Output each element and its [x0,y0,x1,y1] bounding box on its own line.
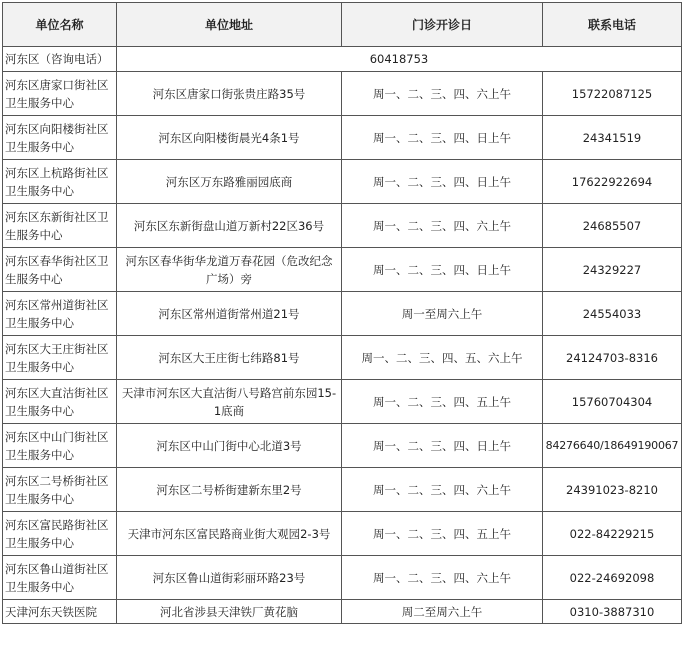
cell-name: 河东区中山门街社区卫生服务中心 [3,424,117,468]
cell-address: 河东区鲁山道街彩丽环路23号 [117,556,342,600]
table-header-row [3,3,682,47]
table-row [3,72,682,116]
cell-name: 河东区二号桥街社区卫生服务中心 [3,468,117,512]
table-row [3,204,682,248]
cell-address: 河东区常州道街常州道21号 [117,292,342,336]
cell-address: 河东区二号桥街建新东里2号 [117,468,342,512]
cell-phone: 24329227 [543,248,682,292]
cell-days: 周一、二、三、四、六上午 [342,468,543,512]
table-row [3,468,682,512]
table-row [3,380,682,424]
cell-phone: 15722087125 [543,72,682,116]
cell-days: 周一、二、三、四、六上午 [342,72,543,116]
cell-days: 周二至周六上午 [342,600,543,624]
header-address: 单位地址 [117,3,342,47]
cell-address: 河东区万东路雅丽园底商 [117,160,342,204]
table-row [3,556,682,600]
table-row [3,248,682,292]
cell-address: 河东区东新街盘山道万新村22区36号 [117,204,342,248]
table-row [3,336,682,380]
header-phone: 联系电话 [543,3,682,47]
cell-name: 河东区鲁山道街社区卫生服务中心 [3,556,117,600]
cell-days: 周一、二、三、四、日上午 [342,424,543,468]
cell-name: 河东区春华街社区卫生服务中心 [3,248,117,292]
cell-name: 天津河东天铁医院 [3,600,117,624]
cell-name: 河东区大直沽街社区卫生服务中心 [3,380,117,424]
cell-phone: 0310-3887310 [543,600,682,624]
cell-phone: 022-24692098 [543,556,682,600]
table-row [3,116,682,160]
cell-name: 河东区东新街社区卫生服务中心 [3,204,117,248]
cell-phone: 24554033 [543,292,682,336]
cell-address: 天津市河东区富民路商业街大观园2-3号 [117,512,342,556]
cell-days: 周一、二、三、四、日上午 [342,116,543,160]
cell-name: 河东区常州道街社区卫生服务中心 [3,292,117,336]
cell-name: 河东区大王庄街社区卫生服务中心 [3,336,117,380]
cell-address: 河东区大王庄街七纬路81号 [117,336,342,380]
table-row [3,292,682,336]
cell-phone: 022-84229215 [543,512,682,556]
table-row [3,512,682,556]
cell-phone: 84276640/18649190067 [543,424,682,468]
cell-days: 周一、二、三、四、六上午 [342,556,543,600]
cell-days: 周一、二、三、四、五上午 [342,512,543,556]
cell-phone: 17622922694 [543,160,682,204]
hotline-label: 河东区（咨询电话） [3,47,117,72]
cell-name: 河东区富民路街社区卫生服务中心 [3,512,117,556]
cell-days: 周一、二、三、四、日上午 [342,248,543,292]
cell-address: 河东区向阳楼街晨光4条1号 [117,116,342,160]
cell-address: 河东区春华街华龙道万春花园（危改纪念广场）旁 [117,248,342,292]
cell-phone: 24685507 [543,204,682,248]
hotline-phone: 60418753 [117,47,682,72]
cell-name: 河东区向阳楼街社区卫生服务中心 [3,116,117,160]
cell-days: 周一至周六上午 [342,292,543,336]
cell-days: 周一、二、三、四、五、六上午 [342,336,543,380]
cell-name: 河东区上杭路街社区卫生服务中心 [3,160,117,204]
cell-address: 天津市河东区大直沽街八号路宫前东园15-1底商 [117,380,342,424]
cell-name: 河东区唐家口街社区卫生服务中心 [3,72,117,116]
cell-days: 周一、二、三、四、日上午 [342,160,543,204]
cell-phone: 24391023-8210 [543,468,682,512]
clinic-table [2,2,682,624]
table-row [3,160,682,204]
table-row [3,424,682,468]
cell-address: 河北省涉县天津铁厂黄花脑 [117,600,342,624]
cell-phone: 24124703-8316 [543,336,682,380]
cell-phone: 24341519 [543,116,682,160]
table-row [3,600,682,624]
cell-days: 周一、二、三、四、六上午 [342,204,543,248]
cell-days: 周一、二、三、四、五上午 [342,380,543,424]
cell-address: 河东区唐家口街张贵庄路35号 [117,72,342,116]
cell-address: 河东区中山门街中心北道3号 [117,424,342,468]
header-days: 门诊开诊日 [342,3,543,47]
header-name: 单位名称 [3,3,117,47]
hotline-row [3,47,682,72]
cell-phone: 15760704304 [543,380,682,424]
